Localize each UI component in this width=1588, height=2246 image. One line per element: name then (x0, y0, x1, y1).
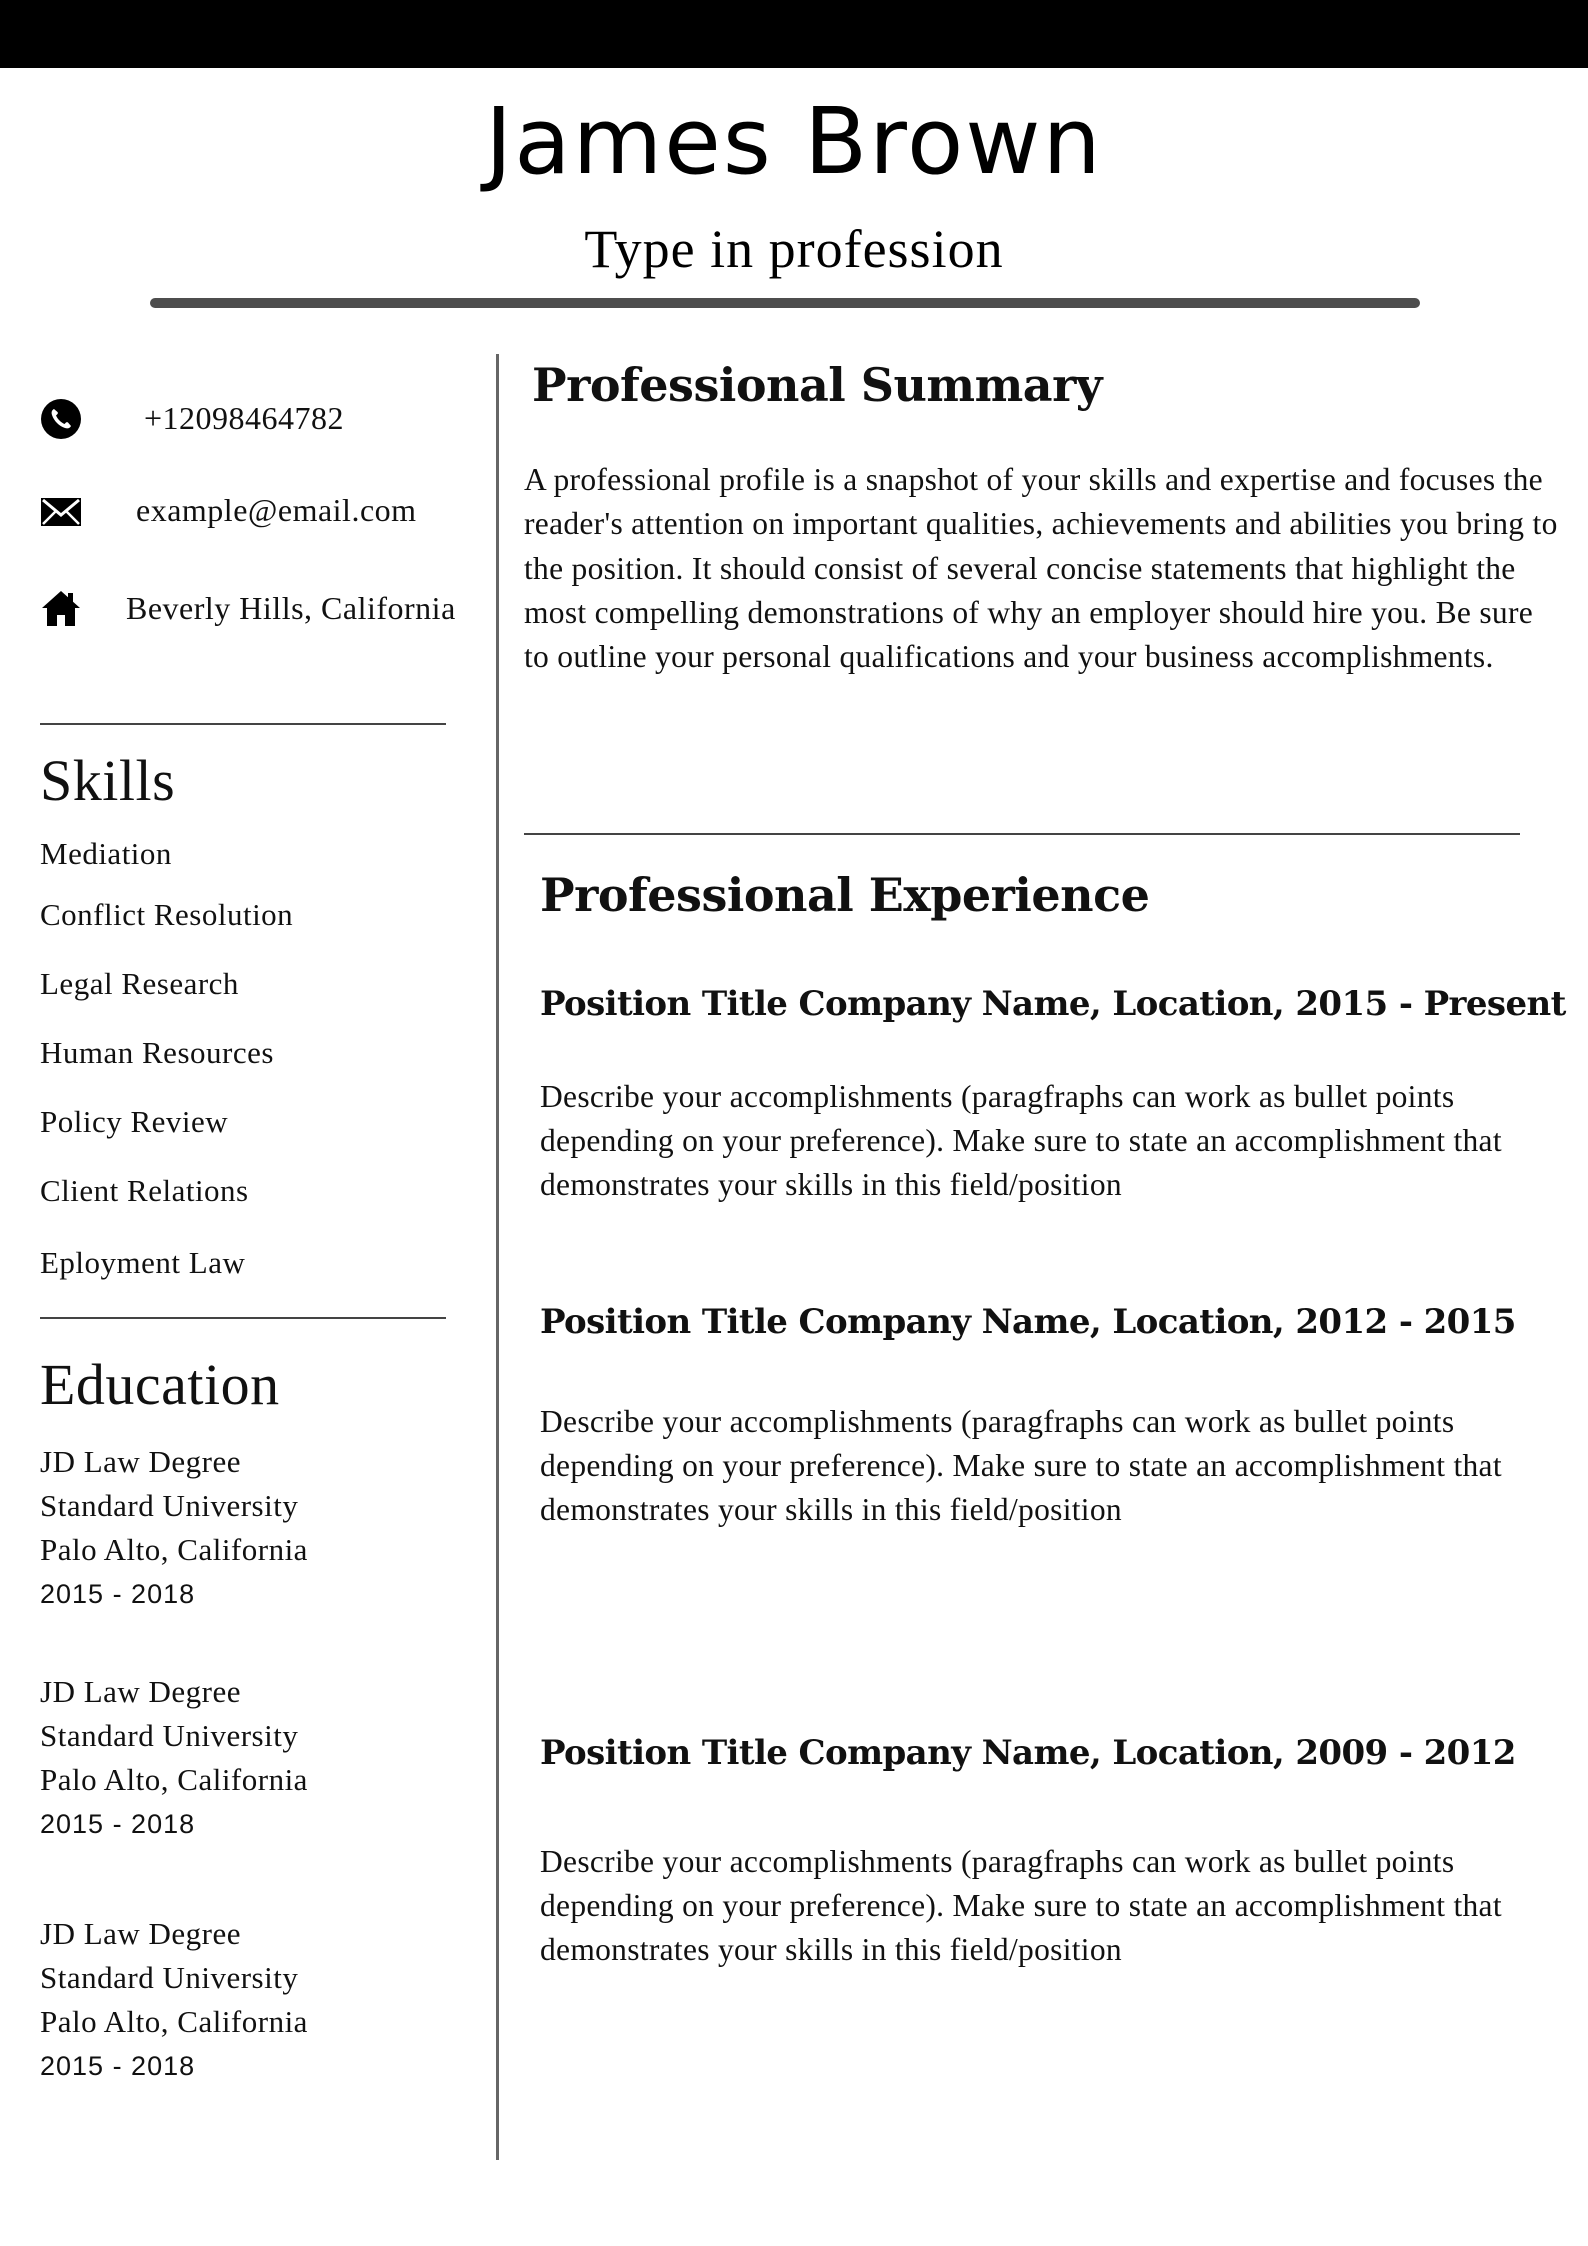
summary-heading: Professional Summary (532, 358, 1103, 412)
education-entry (40, 1440, 460, 1616)
candidate-name: James Brown (485, 88, 1103, 195)
degree: JD Law Degree (40, 1674, 242, 1709)
contact-divider (40, 723, 446, 725)
contact-address (40, 584, 480, 634)
education-years: 2015 - 2018 (40, 2051, 196, 2081)
skills-heading: Skills (40, 748, 176, 813)
phone-number: +12098464782 (144, 400, 345, 436)
home-icon (40, 588, 82, 630)
email-address: example@email.com (136, 492, 417, 528)
skill-item: Eployment Law (40, 1245, 246, 1280)
profession-title: Type in profession (584, 219, 1004, 279)
experience-heading: Professional Experience (540, 868, 1150, 922)
school: Standard University (40, 1960, 299, 1995)
skill-item: Client Relations (40, 1173, 249, 1208)
education-years: 2015 - 2018 (40, 1809, 196, 1839)
summary-divider (524, 833, 1520, 835)
skill-item: Conflict Resolution (40, 897, 294, 932)
contact-email (40, 486, 480, 536)
skill-item: Human Resources (40, 1035, 274, 1070)
position-description: Describe your accomplishments (paragfraphs can work as bullet points depending on your preference). Make sure to state an accomplishment that demonstrates your skills in this field/position (540, 1404, 1502, 1527)
header-divider (150, 298, 1420, 308)
top-bar (0, 0, 1588, 68)
position-title: Position Title Company Name, Location, 2012 - 2015 (540, 1302, 1516, 1342)
phone-icon (40, 398, 82, 440)
position-title: Position Title Company Name, Location, 2015 - Present (540, 984, 1566, 1024)
contact-phone (40, 394, 480, 444)
envelope-icon (40, 490, 82, 532)
school-location: Palo Alto, California (40, 1762, 308, 1797)
position-title: Position Title Company Name, Location, 2009 - 2012 (540, 1733, 1516, 1773)
skill-item: Policy Review (40, 1104, 229, 1139)
degree: JD Law Degree (40, 1916, 242, 1951)
position-description: Describe your accomplishments (paragfraphs can work as bullet points depending on your preference). Make sure to state an accomplishment that demonstrates your skills in this field/position (540, 1079, 1502, 1202)
school-location: Palo Alto, California (40, 1532, 308, 1567)
position-description: Describe your accomplishments (paragfraphs can work as bullet points depending on your preference). Make sure to state an accomplishment that demonstrates your skills in this field/position (540, 1844, 1502, 1967)
education-heading: Education (40, 1352, 280, 1417)
address: Beverly Hills, California (126, 590, 456, 626)
degree: JD Law Degree (40, 1444, 242, 1479)
school: Standard University (40, 1718, 299, 1753)
education-entry (40, 1670, 460, 1846)
skill-item: Mediation (40, 836, 172, 871)
column-divider (496, 354, 499, 2160)
skills-divider (40, 1317, 446, 1319)
skill-item: Legal Research (40, 966, 239, 1001)
summary-text: A professional profile is a snapshot of your skills and expertise and focuses the reader's attention on important qualities, achievements and abilities you bring to the position. It should consist of several concise statements that highlight the most compelling demonstrations of why an employer should hire you. Be sure to outline your personal qualifications and your business accomplishments. (524, 462, 1558, 675)
education-years: 2015 - 2018 (40, 1579, 196, 1609)
education-entry (40, 1912, 460, 2088)
school-location: Palo Alto, California (40, 2004, 308, 2039)
school: Standard University (40, 1488, 299, 1523)
